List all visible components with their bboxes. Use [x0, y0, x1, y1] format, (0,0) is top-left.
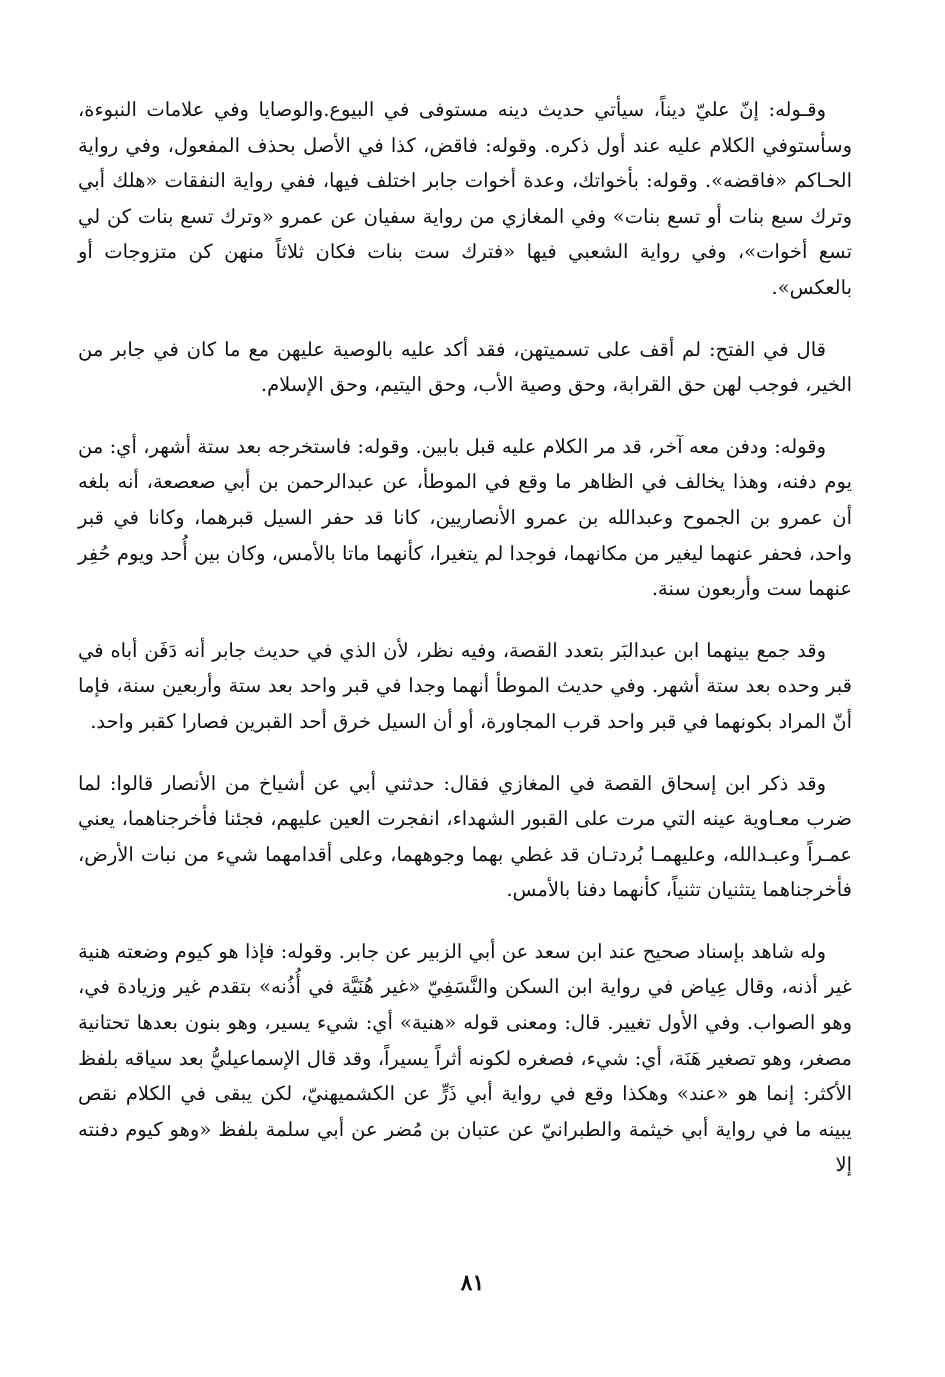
paragraph: وله شاهد بإسناد صحيح عند ابن سعد عن أبي الزبير عن جابر. وقوله: فإذا هو كيوم وضعته هنية غير أذنه، وقال عِياض في رواية ابن السكن والنَّسَفِيّ «غير هُنَيَّة في أُذُنه» بتقدم غير وزيادة في، وهو الصواب. وفي الأول تغيير. قال: ومعنى قوله «هنية» أي: شيء يسير، وهو بنون بعدها تحتانية مصغر، وهو تصغير هَنَة، أي: شيء، فصغره لكونه أثراً يسيراً، وقد قال الإسماعيليُّ بعد سياقه بلفظ الأكثر: إنما هو «عند» وهكذا وقع في رواية أبي ذَرٍّ عن الكشميهنيّ، لكن يبقى في الكلام نقص يبينه ما في رواية أبي خيثمة والطبرانيّ عن عتبان بن مُضر عن أبي سلمة بلفظ «وهو كيوم دفنته إلا: [78, 939, 852, 1177]
page-number: ٨١: [460, 1270, 485, 1296]
paragraph: وقـوله: إنّ عليّ ديناً، سيأتي حديث دينه مستوفى في البيوع.والوصايا وفي علامات النبوءة، وسأستوفي الكلام عليه عند أول ذكره. وقوله: فاقض، كذا في الأصل بحذف المفعول، وفي رواية الحـاكم «فاقضه». وقوله: بأخواتك، وعدة أخوات جابر اختلف فيها، ففي رواية النفقات «هلك أبي وترك سبع بنات أو تسع بنات» وفي المغازي من رواية سفيان عن عمرو «وترك تسع بنات كن لي تسع أخوات»، وفي رواية الشعبي فيها «فترك ست بنات فكان ثلاثاً منهن كن متزوجات أو بالعكس».: [78, 98, 852, 299]
paragraph: وقد ذكر ابن إسحاق القصة في المغازي فقال: حدثني أبي عن أشياخ من الأنصار قالوا: لما ضرب معـاوية عينه التي مرت على القبور الشهداء، انفجرت العين عليهم، فجئنا فأخرجناهما، يعني عمـراً وعبـدالله، وعليهمـا بُردتـان قد غطي بهما وجوههما، وعلى أقدامهما شيء من نبات الأرض، فأخرجناهما يتثنيان تثنياً، كأنهما دفنا بالأمس.: [78, 771, 852, 902]
paragraph: وقوله: ودفن معه آخر، قد مر الكلام عليه قبل بابين. وقوله: فاستخرجه بعد ستة أشهر، أي: من يوم دفنه، وهذا يخالف في الظاهر ما وقع في الموطأ، عن عبدالرحمن بن أبي صعصعة، أنه بلغه أن عمرو بن الجموح وعبدالله بن عمرو الأنصاريين، كانا قد حفر السيل قبرهما، وكانا في قبر واحد، فحفر عنهما ليغير من مكانهما، فوجدا لم يتغيرا، كأنهما ماتا بالأمس، وكان بين أُحد ويوم حُفِر عنهما ست وأربعون سنة.: [78, 434, 852, 601]
paragraph: قال في الفتح: لم أقف على تسميتهن، فقد أكد عليه بالوصية عليهن مع ما كان في جابر من الخير، فوجب لهن حق القرابة، وحق وصية الأب، وحق اليتيم، وحق الإسلام.: [78, 337, 852, 397]
page-body: [78, 92, 852, 1292]
paragraph: وقد جمع بينهما ابن عبدالبَر بتعدد القصة، وفيه نظر، لأن الذي في حديث جابر أنه دَفَن أباه في قبر وحده بعد ستة أشهر. وفي حديث الموطأ أنهما وجدا في قبر واحد بعد ستة وأربعين سنة، فإما أنّ المراد بكونهما في قبر واحد قرب المجاورة، أو أن السيل خرق أحد القبرين فصارا كقبر واحد.: [78, 638, 852, 733]
